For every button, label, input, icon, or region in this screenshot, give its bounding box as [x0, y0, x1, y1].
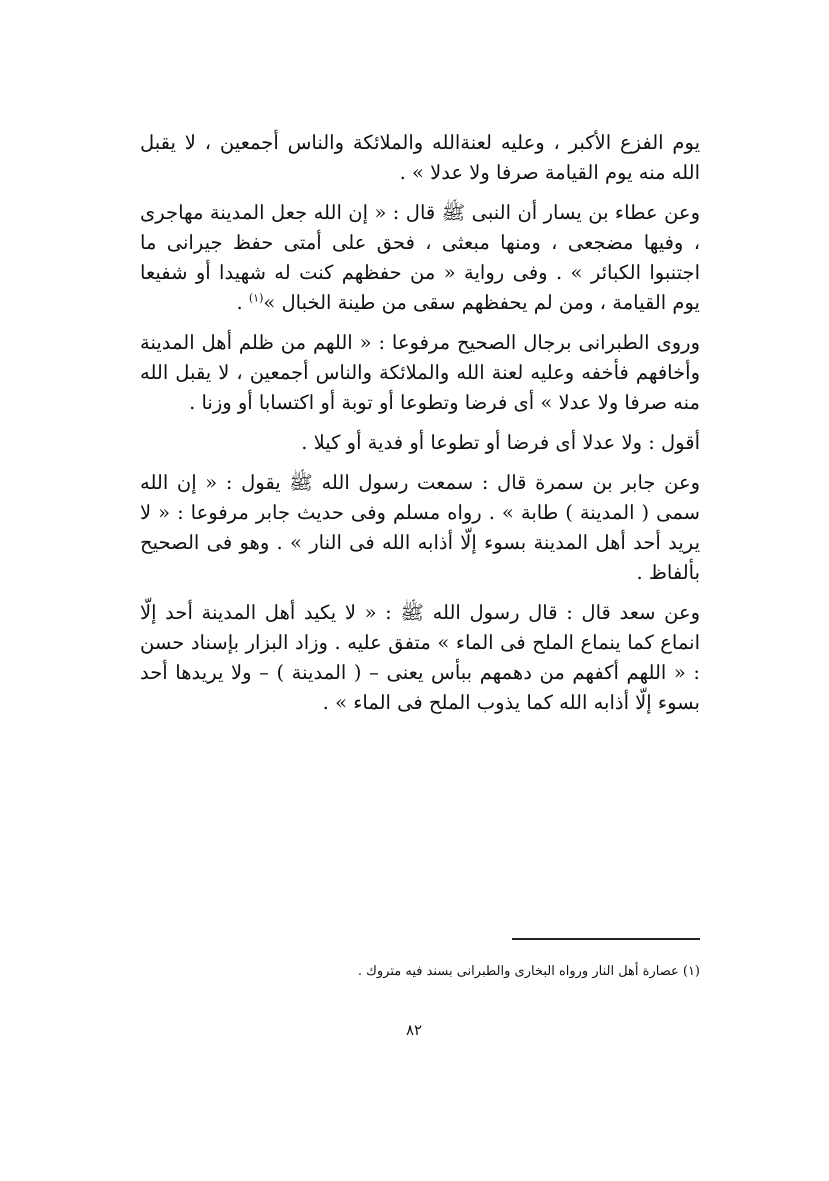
footnote: (١) عصارة أهل النار ورواه البخارى والطبرانى بسند فيه متروك .	[357, 964, 700, 979]
paragraph-2-text: وعن عطاء بن يسار أن النبى ﷺ قال : « إن الله جعل المدينة مهاجرى ، وفيها مضجعى ، ومنها مبعثى ، فحق على أمتى حفظ جيرانى ما اجتنبوا الكبائر » . وفى رواية « من حفظهم كنت له شهيدا أو شفيعا يوم القيامة ، ومن لم يحفظهم سقى من طينة الخبال »	[140, 201, 700, 314]
paragraph-5: وعن جابر بن سمرة قال : سمعت رسول الله ﷺ يقول : « إن الله سمى ( المدينة ) طابة » . رواه مسلم وفى حديث جابر مرفوعا : « لا يريد أحد أهل المدينة بسوء إلّا أذابه الله فى النار » . وهو فى الصحيح بألفاظ .	[140, 471, 700, 584]
footnote-divider	[512, 938, 700, 940]
paragraph-2	[140, 198, 700, 318]
paragraph-4: أقول : ولا عدلا أى فرضا أو تطوعا أو فدية أو كيلا .	[301, 431, 700, 454]
body-text	[140, 128, 700, 728]
paragraph-2-end: .	[236, 291, 249, 314]
page-number: ٨٢	[405, 1021, 423, 1039]
footnote-reference: (١)	[248, 291, 264, 305]
paragraph-6: وعن سعد قال : قال رسول الله ﷺ : « لا يكيد أهل المدينة أحد إلّا انماع كما ينماع الملح فى الماء » متفق عليه . وزاد البزار بإسناد حسن : « اللهم أكفهم من دهمهم ببأس يعنى – ( المدينة ) – ولا يريدها أحد بسوء إلّا أذابه الله كما يذوب الملح فى الماء » .	[140, 601, 700, 714]
paragraph-1: يوم الفزع الأكبر ، وعليه لعنةالله والملائكة والناس أجمعين ، لا يقبل الله منه يوم القيامة صرفا ولا عدلا » .	[140, 131, 700, 184]
paragraph-3: وروى الطبرانى برجال الصحيح مرفوعا : « اللهم من ظلم أهل المدينة وأخافهم فأخفه وعليه لعنة الله والملائكة والناس أجمعين ، لا يقبل الله منه صرفا ولا عدلا » أى فرضا وتطوعا أو توبة أو اكتسابا أو وزنا .	[140, 331, 700, 414]
